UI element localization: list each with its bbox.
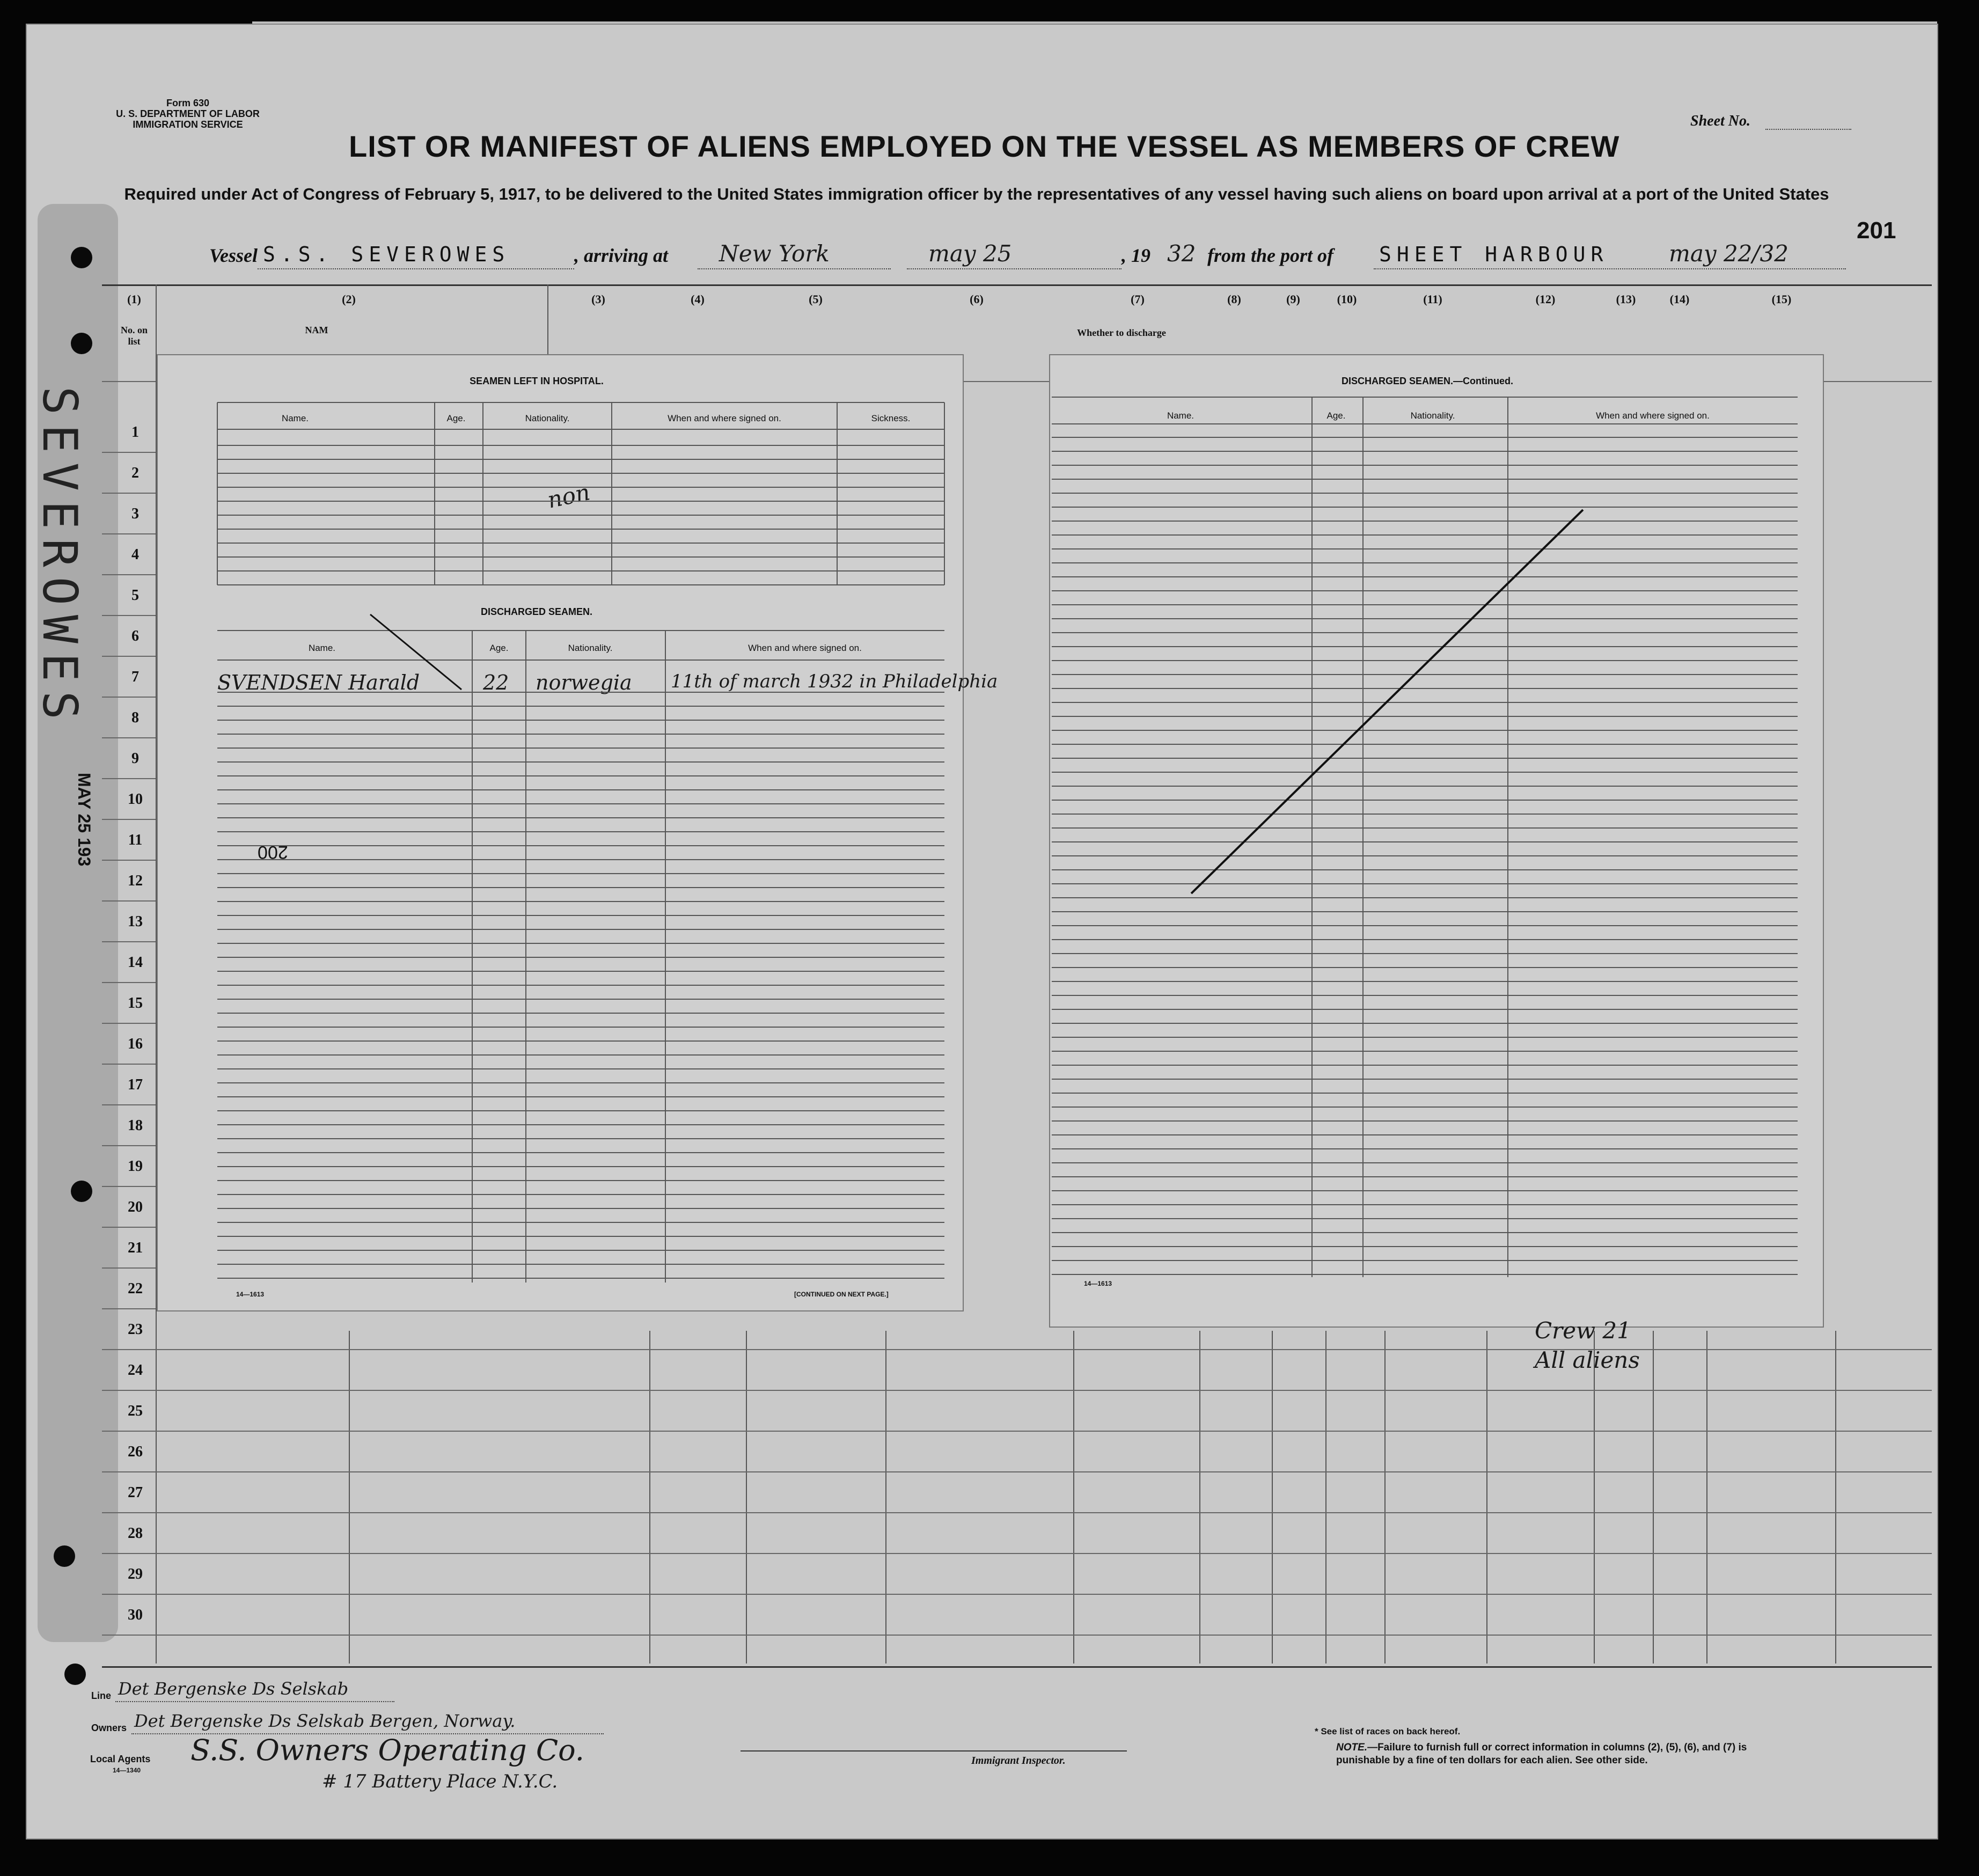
row-number: 7 bbox=[131, 669, 139, 685]
page-subtitle: Required under Act of Congress of February 5, 1917, to be delivered to the United States immigration officer by the representatives of any vessel having such aliens on board upon arrival at a port of the United States bbox=[124, 185, 1829, 203]
inspector-label: Immigrant Inspector. bbox=[971, 1755, 1066, 1767]
discharged-title: DISCHARGED SEAMEN. bbox=[480, 606, 593, 617]
departure-port: SHEET HARBOUR bbox=[1379, 243, 1609, 266]
line-underline bbox=[115, 1701, 394, 1702]
name-slash bbox=[370, 614, 461, 690]
column-number: (3) bbox=[591, 292, 605, 306]
row-number: 24 bbox=[128, 1362, 143, 1379]
column-number: (2) bbox=[342, 292, 356, 306]
year-prefix: , 19 bbox=[1122, 245, 1150, 266]
row-number: 14 bbox=[128, 954, 143, 971]
form-line: U. S. DEPARTMENT OF LABOR bbox=[116, 108, 260, 119]
right-form-number: 14—1613 bbox=[1084, 1280, 1112, 1287]
row-number: 15 bbox=[128, 995, 143, 1012]
continued-col-nationality: Nationality. bbox=[1410, 411, 1455, 421]
arrival-date: may 25 bbox=[928, 240, 1012, 267]
column-number: (14) bbox=[1669, 292, 1690, 306]
row-number: 19 bbox=[128, 1158, 143, 1175]
continued-col-name: Name. bbox=[1167, 411, 1194, 421]
discharged-col-signed-on: When and where signed on. bbox=[748, 643, 862, 653]
sheet-label: Sheet No. bbox=[1690, 113, 1750, 129]
left-form-number: 14—1613 bbox=[236, 1291, 265, 1298]
vessel-label: Vessel bbox=[209, 245, 258, 266]
row-number: 23 bbox=[128, 1321, 143, 1338]
column-number: (1) bbox=[127, 292, 141, 306]
hospital-title: SEAMEN LEFT IN HOSPITAL. bbox=[470, 376, 604, 386]
row-number: 3 bbox=[131, 505, 139, 522]
vessel-name: S.S. SEVEROWES bbox=[263, 243, 510, 266]
from-port-label: from the port of bbox=[1207, 245, 1334, 266]
row-number: 30 bbox=[128, 1607, 143, 1623]
column-number: (5) bbox=[809, 292, 823, 306]
line-label: Line bbox=[91, 1690, 112, 1701]
row-number: 5 bbox=[131, 587, 139, 604]
footer-rule bbox=[102, 1666, 1932, 1668]
column-number: (13) bbox=[1616, 292, 1636, 306]
discharged-col-name: Name. bbox=[308, 643, 336, 653]
column-header-no-on-list: No. on list bbox=[120, 325, 148, 347]
all-aliens-note: All aliens bbox=[1535, 1347, 1640, 1373]
row-number: 16 bbox=[128, 1036, 143, 1052]
discharged-age: 22 bbox=[483, 671, 509, 694]
column-number: (15) bbox=[1771, 292, 1792, 306]
note-label: NOTE. bbox=[1336, 1742, 1368, 1753]
discharged-name: SVENDSEN Harald bbox=[217, 671, 420, 694]
hospital-col-name: Name. bbox=[281, 413, 309, 423]
row-number: 9 bbox=[131, 750, 139, 767]
hospital-col-age: Age. bbox=[446, 413, 466, 423]
page-title: LIST OR MANIFEST OF ALIENS EMPLOYED ON THE VESSEL AS MEMBERS OF CREW bbox=[349, 129, 1620, 163]
row-number: 25 bbox=[128, 1403, 143, 1419]
row-number: 1 bbox=[131, 424, 139, 441]
column-header-discharge: Whether to discharge bbox=[1077, 327, 1166, 338]
column-number: (9) bbox=[1286, 292, 1300, 306]
column-number: (6) bbox=[970, 292, 984, 306]
hospital-col-nationality: Nationality. bbox=[525, 413, 570, 423]
row-number: 18 bbox=[128, 1117, 143, 1134]
row-number: 20 bbox=[128, 1199, 143, 1215]
agents-form-code: 14—1340 bbox=[113, 1767, 141, 1774]
hospital-col-signed-on: When and where signed on. bbox=[668, 413, 781, 423]
row-number: 22 bbox=[128, 1280, 143, 1297]
continued-note: [CONTINUED ON NEXT PAGE.] bbox=[794, 1291, 889, 1298]
owners-label: Owners bbox=[91, 1723, 127, 1733]
continued-col-age: Age. bbox=[1326, 411, 1346, 421]
date-stamp: MAY 25 193 bbox=[75, 773, 94, 867]
continued-title: DISCHARGED SEAMEN.—Continued. bbox=[1341, 376, 1513, 386]
column-number: (7) bbox=[1131, 292, 1145, 306]
discharged-signed-on: 11th of march 1932 in Philadelphia bbox=[671, 671, 998, 692]
column-number: (10) bbox=[1337, 292, 1357, 306]
races-note: * See list of races on back hereof. bbox=[1315, 1726, 1461, 1736]
row-number: 2 bbox=[131, 465, 139, 481]
row-number: 10 bbox=[128, 791, 143, 808]
row-number: 28 bbox=[128, 1525, 143, 1542]
line-value: Det Bergenske Ds Selskab bbox=[118, 1679, 349, 1699]
cancel-stroke bbox=[1191, 510, 1583, 893]
stray-number: 200 bbox=[258, 842, 288, 862]
row-number: 13 bbox=[128, 913, 143, 930]
column-header-name: NAM bbox=[305, 325, 328, 335]
row-number: 4 bbox=[131, 546, 139, 563]
form-line: IMMIGRATION SERVICE bbox=[133, 119, 243, 130]
row-number: 27 bbox=[128, 1484, 143, 1501]
agents-value: S.S. Owners Operating Co. bbox=[190, 1733, 584, 1767]
column-number: (11) bbox=[1423, 292, 1442, 306]
row-number: 11 bbox=[128, 832, 143, 848]
column-number: (12) bbox=[1535, 292, 1556, 306]
note-text: —Failure to furnish full or correct information in columns (2), (5), (6), and (7) is punishable by a fine of ten dollars for each alien. See other side. bbox=[1336, 1742, 1747, 1766]
discharged-col-age: Age. bbox=[489, 643, 509, 653]
continued-col-signed-on: When and where signed on. bbox=[1596, 411, 1710, 421]
agents-label: Local Agents bbox=[90, 1754, 151, 1764]
row-number: 17 bbox=[128, 1076, 143, 1093]
row-number: 26 bbox=[128, 1443, 143, 1460]
column-number: (8) bbox=[1227, 292, 1241, 306]
discharged-col-nationality: Nationality. bbox=[568, 643, 613, 653]
year-value: 32 bbox=[1167, 240, 1196, 267]
agents-address: # 17 Battery Place N.Y.C. bbox=[322, 1771, 558, 1792]
crew-count-note: Crew 21 bbox=[1535, 1317, 1631, 1344]
hospital-col-sickness: Sickness. bbox=[871, 413, 911, 423]
owners-value: Det Bergenske Ds Selskab Bergen, Norway. bbox=[134, 1711, 516, 1731]
row-number: 29 bbox=[128, 1566, 143, 1582]
row-number: 21 bbox=[128, 1240, 143, 1256]
column-number: (4) bbox=[691, 292, 705, 306]
side-vessel-stamp: SEVEROWES bbox=[32, 386, 87, 729]
departure-date: may 22/32 bbox=[1669, 240, 1789, 267]
form-line: Form 630 bbox=[166, 98, 210, 108]
hospital-note: non bbox=[545, 479, 592, 514]
row-number: 8 bbox=[131, 709, 139, 726]
arriving-port: New York bbox=[719, 240, 830, 267]
row-number: 6 bbox=[131, 628, 139, 644]
arriving-label: , arriving at bbox=[574, 245, 669, 266]
row-number: 12 bbox=[128, 873, 143, 889]
page-number: 201 bbox=[1857, 217, 1896, 244]
fine-note bbox=[1336, 1741, 1792, 1767]
inspector-line bbox=[741, 1750, 1127, 1752]
discharged-nationality: norwegia bbox=[536, 671, 632, 694]
